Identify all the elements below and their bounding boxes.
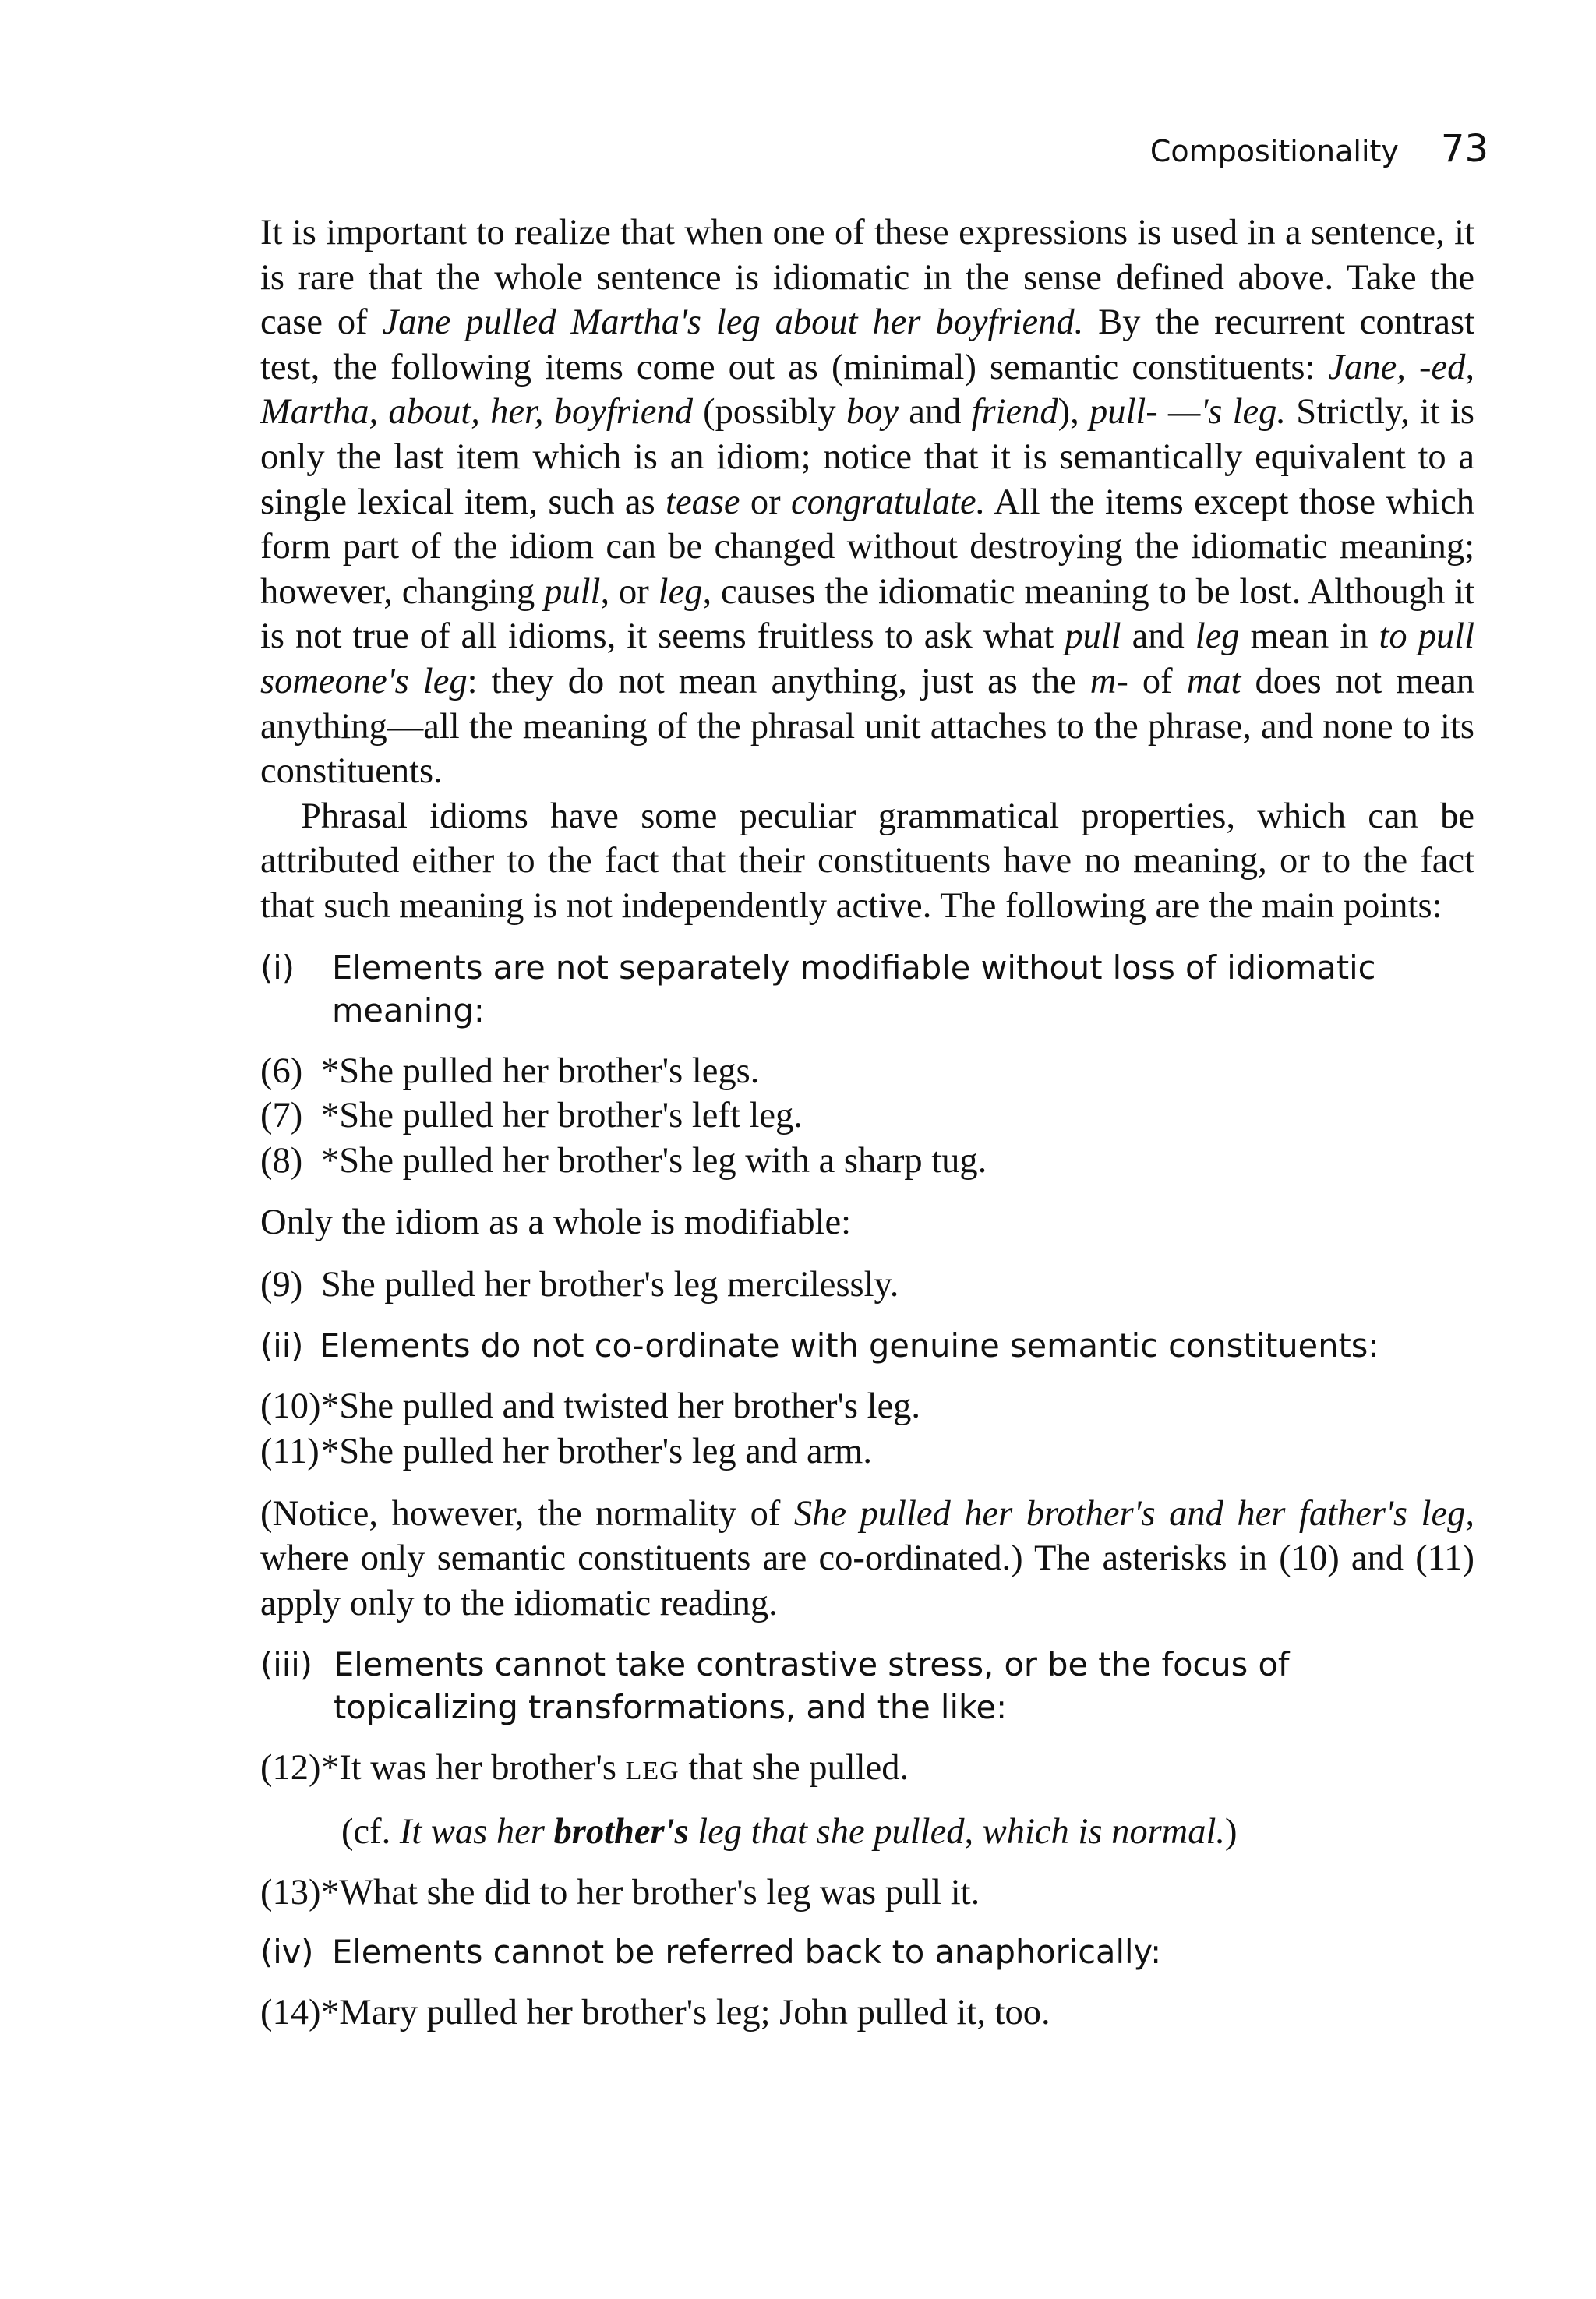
body-text [260, 210, 1474, 2036]
paragraph-1: It is important to realize that when one of these expressions is used in a sentence, it is rare that the whole sentence is idiomatic in the sense defined above. Take the case of Jane pulled Martha's leg about her boyfriend. By the recurrent contrast test, the following items come out as (minimal) semantic constituents: Jane, -ed, Martha, about, her, boyfriend (possibly boy and friend), pull- —'s leg. Strictly, it is only the last item which is an idiom; notice that it is semantically equivalent to a single lexical item, such as tease or congratulate. All the items except those which form part of the idiom can be changed without destroying the idiomatic meaning; however, changing pull, or leg, causes the idiomatic meaning to be lost. Although it is not true of all idioms, it seems fruitless to ask what pull and leg mean in to pull someone's leg: they do not mean anything, just as the m- of mat does not mean anything—all the meaning of the phrasal unit attaches to the phrase, and none to its constituents. [260, 213, 1475, 792]
example-6: (6) *She pulled her brother's legs. [260, 1051, 760, 1091]
examples-6-8 [260, 1049, 1474, 1184]
example-9-list [260, 1263, 1474, 1308]
example-14: (14) *Mary pulled her brother's leg; John pulled it, too. [260, 1993, 1050, 2033]
notice-paragraph: (Notice, however, the normality of She pulled her brother's and her father's leg, where only semantic constituents are co-ordinated.) The asterisks in (10) and (11) apply only to the idiomatic reading. [260, 1493, 1474, 1623]
example-11: (11) *She pulled her brother's leg and arm. [260, 1432, 872, 1472]
page-number: 73 [1440, 127, 1488, 171]
paragraph-2: Phrasal idioms have some peculiar grammatical properties, which can be attributed either to the fact that their constituents have no meaning, or to the fact that such meaning is not independently active. The following are the main points: [260, 796, 1474, 926]
constituent-items: Jane, -ed, Martha, about, her, boyfriend [260, 347, 1474, 433]
example-7: (7) *She pulled her brother's left leg. [260, 1096, 803, 1136]
example-12-list [260, 1746, 1474, 1794]
example-14-list [260, 1990, 1474, 2036]
example-13: (13) *What she did to her brother's leg was pull it. [260, 1872, 980, 1912]
note-12: (cf. It was her brother's leg that she pulled, which is normal.) [341, 1812, 1238, 1852]
example-8: (8) *She pulled her brother's leg with a sharp tug. [260, 1140, 987, 1181]
point-iii-heading: (iii) Elements cannot take contrastive stress, or be the focus of topicalizing transformations, and the like: [260, 1645, 1290, 1727]
example-9: (9) She pulled her brother's leg mercilessly. [260, 1264, 899, 1305]
running-head [1114, 129, 1488, 171]
point-ii-heading: (ii) Elements do not co-ordinate with genuine semantic constituents: [260, 1326, 1379, 1365]
only-line: Only the idiom as a whole is modifiable: [260, 1202, 852, 1243]
example-10: (10) *She pulled and twisted her brother's leg. [260, 1386, 920, 1427]
point-iv-heading: (iv) Elements cannot be referred back to anaphorically: [260, 1933, 1162, 1972]
examples-10-11 [260, 1384, 1474, 1474]
example-13-list [260, 1870, 1474, 1916]
idiom-parts: pull- —'s leg. [1089, 392, 1287, 433]
example-12: (12) *It was her brother's LEG that she pulled. [260, 1748, 909, 1789]
point-i-heading: (i) Elements are not separately modifiable without loss of idiomatic meaning: [260, 948, 1376, 1029]
small-caps-leg: LEG [625, 1757, 680, 1786]
running-head-title: Compositionality [1149, 134, 1399, 168]
example-sentence: Jane pulled Martha's leg about her boyfriend. [382, 302, 1084, 343]
